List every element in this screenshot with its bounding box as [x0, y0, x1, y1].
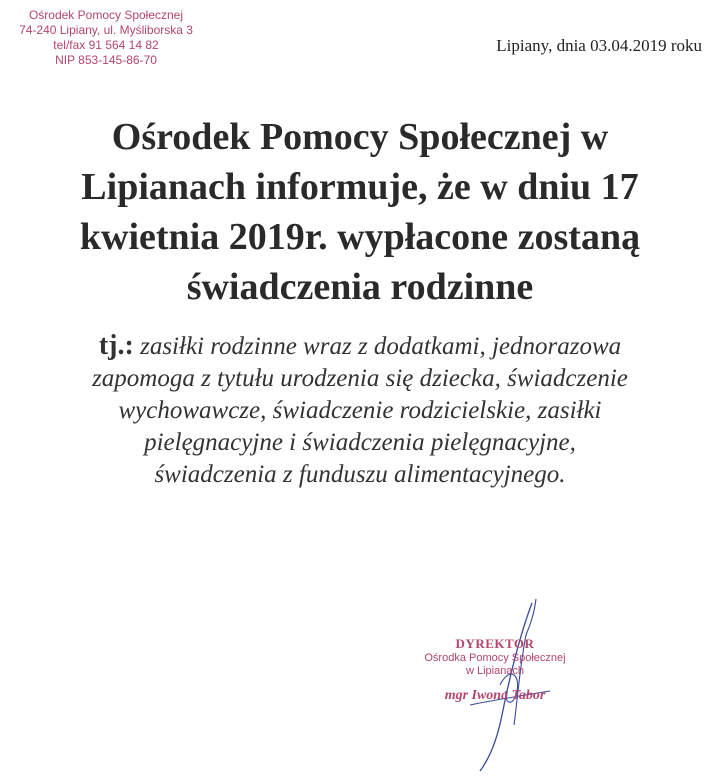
- body-line: świadczenia z funduszu alimentacyjnego.: [154, 461, 566, 488]
- stamp-nip: NIP 853-145-86-70: [55, 53, 157, 67]
- tj-label: tj.:: [98, 330, 134, 361]
- headline-line: świadczenia rodzinne: [186, 266, 534, 308]
- headline-line: Lipianach informuje, że w dniu 17: [81, 166, 639, 208]
- announcement-headline: [0, 112, 720, 312]
- body-line: zapomoga z tytułu urodzenia się dziecka, świadczenie: [92, 365, 628, 392]
- stamp-name: Ośrodek Pomocy Społecznej: [28, 8, 184, 22]
- stamp-phone: tel/fax 91 564 14 82: [53, 38, 159, 52]
- headline-line: Ośrodek Pomocy Społecznej w: [111, 116, 609, 158]
- institution-stamp: [6, 8, 206, 68]
- director-name: mgr Iwona Tabor: [444, 688, 546, 703]
- stamp-address: 74-240 Lipiany, ul. Myśliborska 3: [19, 23, 193, 37]
- director-org: Ośrodka Pomocy Społecznej: [424, 652, 566, 664]
- headline-line: kwietnia 2019r. wypłacone zostaną: [79, 216, 641, 258]
- signature-stamp: [400, 636, 590, 704]
- body-line: [0, 330, 720, 363]
- benefits-list: [0, 330, 720, 491]
- director-title: DYREKTOR: [455, 636, 535, 651]
- date-line: Lipiany, dnia 03.04.2019 roku: [496, 36, 702, 55]
- body-first-line: zasiłki rodzinne wraz z dodatkami, jednorazowa: [133, 333, 622, 360]
- director-org-city: w Lipianach: [465, 665, 525, 677]
- body-line: wychowawcze, świadczenie rodzicielskie, zasiłki: [118, 397, 602, 424]
- body-line: pielęgnacyjne i świadczenia pielęgnacyjne,: [144, 429, 576, 456]
